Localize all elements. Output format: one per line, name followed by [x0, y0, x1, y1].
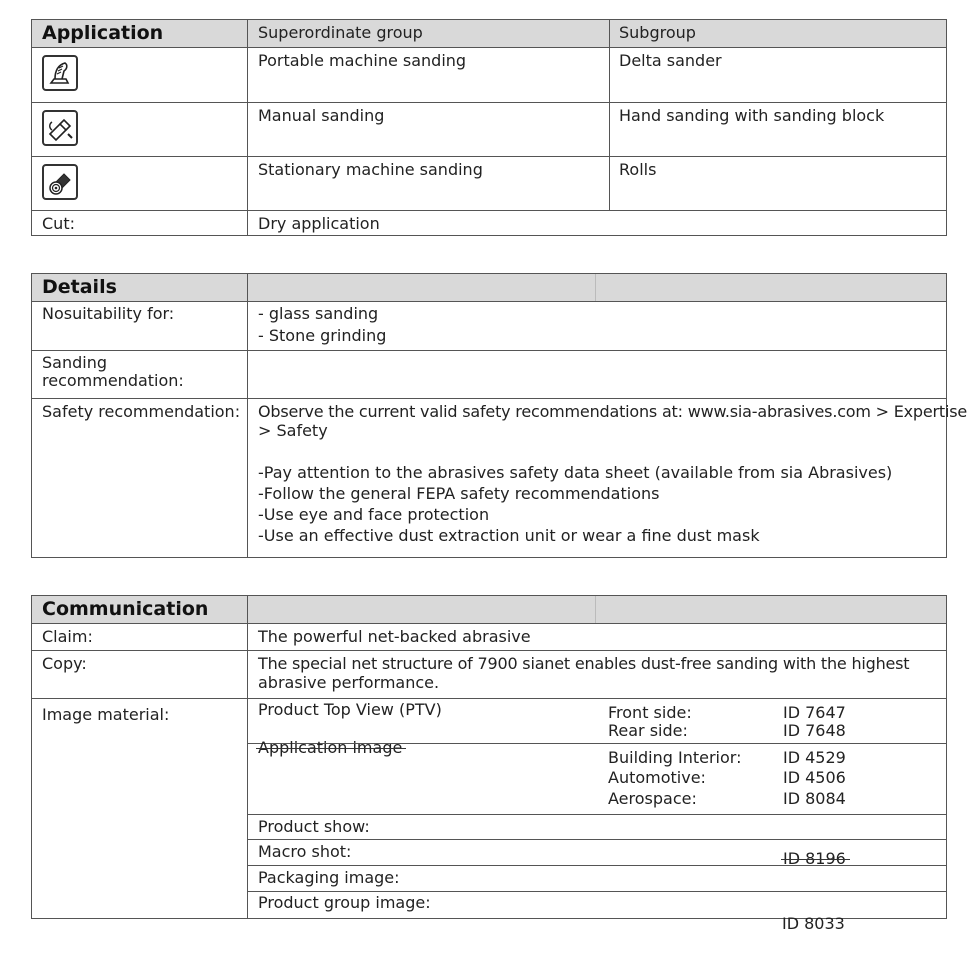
row-divider	[247, 891, 946, 892]
row-divider	[247, 839, 946, 840]
claim-value: The powerful net-backed abrasive	[258, 627, 531, 646]
image-material-label: Image material:	[42, 705, 170, 724]
delta-sander-icon	[42, 55, 78, 91]
safety-text-line: -Pay attention to the abrasives safety data sheet (available from sia Abrasives)	[258, 463, 893, 482]
safety-text-line: > Safety	[258, 421, 328, 440]
copy-text-line: abrasive performance.	[258, 673, 440, 692]
product-show-label: Product show:	[258, 817, 370, 836]
copy-row	[32, 650, 946, 698]
column-divider	[595, 596, 596, 623]
nosuitability-row	[32, 301, 946, 350]
column-divider	[247, 20, 248, 235]
cut-row	[32, 210, 946, 236]
hand-sanding-block-icon	[42, 110, 78, 146]
column-divider	[247, 274, 248, 557]
app-item-id: ID 4506	[783, 768, 846, 787]
row-divider	[247, 814, 946, 815]
cut-value: Dry application	[258, 214, 380, 233]
details-title: Details	[42, 276, 117, 298]
column-divider	[247, 596, 248, 918]
application-row	[32, 156, 946, 210]
application-group: Stationary machine sanding	[258, 160, 483, 179]
macro-shot-id: ID 8196	[783, 849, 846, 868]
application-group: Manual sanding	[258, 106, 385, 125]
copy-label: Copy:	[42, 654, 87, 673]
macro-shot-label: Macro shot:	[258, 842, 352, 861]
ptv-item-label: Front side:	[608, 703, 692, 722]
subgroup-header: Subgroup	[619, 23, 696, 42]
ptv-item-id: ID 7648	[783, 721, 846, 740]
safety-text-line: Observe the current valid safety recommendations at: www.sia-abrasives.com > Expertise	[258, 402, 968, 421]
sanding-recommendation-label: Sanding recommendation:	[42, 353, 184, 390]
app-item-label: Automotive:	[608, 768, 706, 787]
claim-row	[32, 623, 946, 650]
communication-header-row	[32, 596, 946, 623]
safety-text-line: -Use eye and face protection	[258, 505, 490, 524]
column-divider	[609, 20, 610, 210]
application-subgroup: Rolls	[619, 160, 657, 179]
nosuitability-label: Nosuitability for:	[42, 304, 175, 323]
claim-label: Claim:	[42, 627, 93, 646]
safety-recommendation-row	[32, 398, 968, 559]
sanding-recommendation-row	[32, 350, 946, 398]
app-item-label: Building Interior:	[608, 748, 742, 767]
application-subgroup: Delta sander	[619, 51, 722, 70]
application-image-label: Application image	[258, 738, 403, 757]
communication-title: Communication	[42, 598, 209, 620]
application-header-row	[32, 20, 946, 47]
application-row	[32, 47, 946, 102]
product-group-image-id: ID 8033	[782, 914, 845, 933]
rolls-icon	[42, 164, 78, 200]
application-group: Portable machine sanding	[258, 51, 467, 70]
column-divider	[595, 274, 596, 301]
app-item-id: ID 8084	[783, 789, 846, 808]
details-header-row	[32, 274, 946, 301]
communication-table	[31, 595, 947, 919]
cut-label: Cut:	[42, 214, 75, 233]
application-title: Application	[42, 22, 164, 44]
application-table	[31, 19, 947, 236]
application-subgroup: Hand sanding with sanding block	[619, 106, 885, 125]
app-item-id: ID 4529	[783, 748, 846, 767]
copy-text-line: The special net structure of 7900 sianet enables dust-free sanding with the highest	[258, 654, 910, 673]
details-table	[31, 273, 968, 558]
row-divider	[247, 865, 946, 866]
ptv-item-id: ID 7647	[783, 703, 846, 722]
safety-text-line: -Follow the general FEPA safety recommendations	[258, 484, 660, 503]
nosuitability-item: - Stone grinding	[258, 326, 387, 345]
superordinate-group-header: Superordinate group	[258, 23, 423, 42]
product-group-image-label: Product group image:	[258, 893, 431, 912]
application-row	[32, 102, 946, 156]
nosuitability-item: - glass sanding	[258, 304, 379, 323]
image-material-row	[32, 698, 946, 920]
safety-text-line: -Use an effective dust extraction unit or wear a fine dust mask	[258, 526, 760, 545]
safety-recommendation-label: Safety recommendation:	[42, 402, 241, 421]
ptv-label: Product Top View (PTV)	[258, 700, 442, 719]
ptv-item-label: Rear side:	[608, 721, 688, 740]
app-item-label: Aerospace:	[608, 789, 697, 808]
packaging-image-label: Packaging image:	[258, 868, 400, 887]
